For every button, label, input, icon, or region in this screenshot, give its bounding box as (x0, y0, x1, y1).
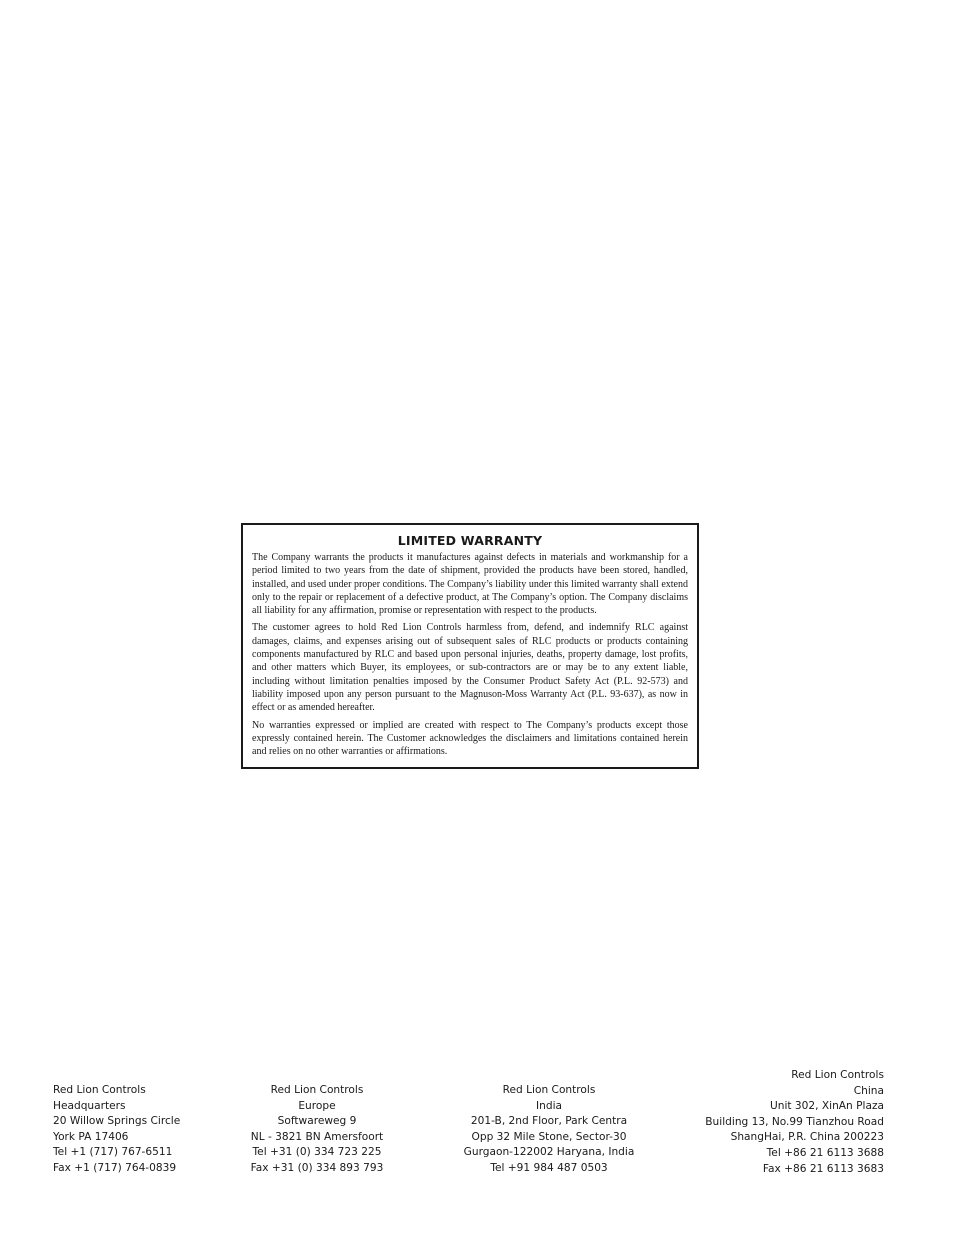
office-line: Opp 32 Mile Stone, Sector-30 (471, 1130, 627, 1143)
office-line: Tel +91 984 487 0503 (490, 1161, 608, 1174)
office-china (705, 1068, 884, 1177)
office-line: China (853, 1084, 884, 1097)
office-line: Building 13, No.99 Tianzhou Road (705, 1115, 884, 1128)
office-line: Fax +86 21 6113 3683 (762, 1162, 884, 1175)
office-line: ShangHai, P.R. China 200223 (730, 1131, 884, 1144)
office-headquarters (53, 1083, 180, 1177)
office-line: NL - 3821 BN Amersfoort (250, 1130, 384, 1143)
warranty-paragraph-1: The Company warrants the products it manufactures against defects in materials and workmanship for a period limited to two years from the date of shipment, provided the products have been stored, handled, installed, and used under proper conditions. The Company’s liability under this limited warranty shall extend only to the repair or replacement of a defective product, at The Company’s option. The Company disclaims all liability for any affirmation, promise or representation with respect to the products. (252, 552, 688, 617)
office-line: Fax +1 (717) 764-0839 (53, 1161, 177, 1174)
office-line: Red Lion Controls (270, 1084, 364, 1096)
warranty-paragraph-3: No warranties expressed or implied are created with respect to The Company’s products except those expressly contained herein. The Customer acknowledges the disclaimers and limitations contained herein and relies on no other warranties or affirmations. (252, 719, 688, 758)
office-line: York PA 17406 (53, 1130, 129, 1143)
office-line: 201-B, 2nd Floor, Park Centra (470, 1115, 628, 1128)
office-line: 20 Willow Springs Circle (53, 1115, 181, 1128)
office-line: India (536, 1099, 562, 1112)
office-line: Headquarters (53, 1099, 126, 1112)
office-line: Tel +86 21 6113 3688 (766, 1146, 884, 1159)
office-india (464, 1083, 635, 1177)
limited-warranty-box (241, 523, 699, 769)
office-line: Softwareweg 9 (277, 1115, 357, 1128)
office-line: Tel +1 (717) 767-6511 (53, 1146, 173, 1159)
office-line: Tel +31 (0) 334 723 225 (252, 1146, 382, 1159)
office-line: Gurgaon-122002 Haryana, India (463, 1146, 635, 1159)
office-line: Red Lion Controls (53, 1084, 146, 1096)
warranty-paragraph-2: The customer agrees to hold Red Lion Controls harmless from, defend, and indemnify RLC against damages, claims, and expenses arising out of subsequent sales of RLC products or products containing components manufactured by RLC and based upon personal injuries, deaths, property damage, lost profits, and other matters which Buyer, its employees, or sub-contractors are or may be to any extent liable, including without limitation penalties imposed by the Consumer Product Safety Act (P.L. 92-573) and liability imposed upon any person pursuant to the Magnuson-Moss Warranty Act (P.L. 93-637), as now in effect or as amended hereafter. (252, 622, 688, 714)
office-line: Europe (298, 1099, 336, 1112)
warranty-title: LIMITED WARRANTY (397, 533, 543, 548)
office-europe (251, 1083, 384, 1177)
office-line: Fax +31 (0) 334 893 793 (250, 1161, 384, 1174)
office-line: Red Lion Controls (791, 1069, 884, 1081)
office-line: Unit 302, XinAn Plaza (769, 1100, 884, 1113)
office-line: Red Lion Controls (502, 1084, 596, 1096)
